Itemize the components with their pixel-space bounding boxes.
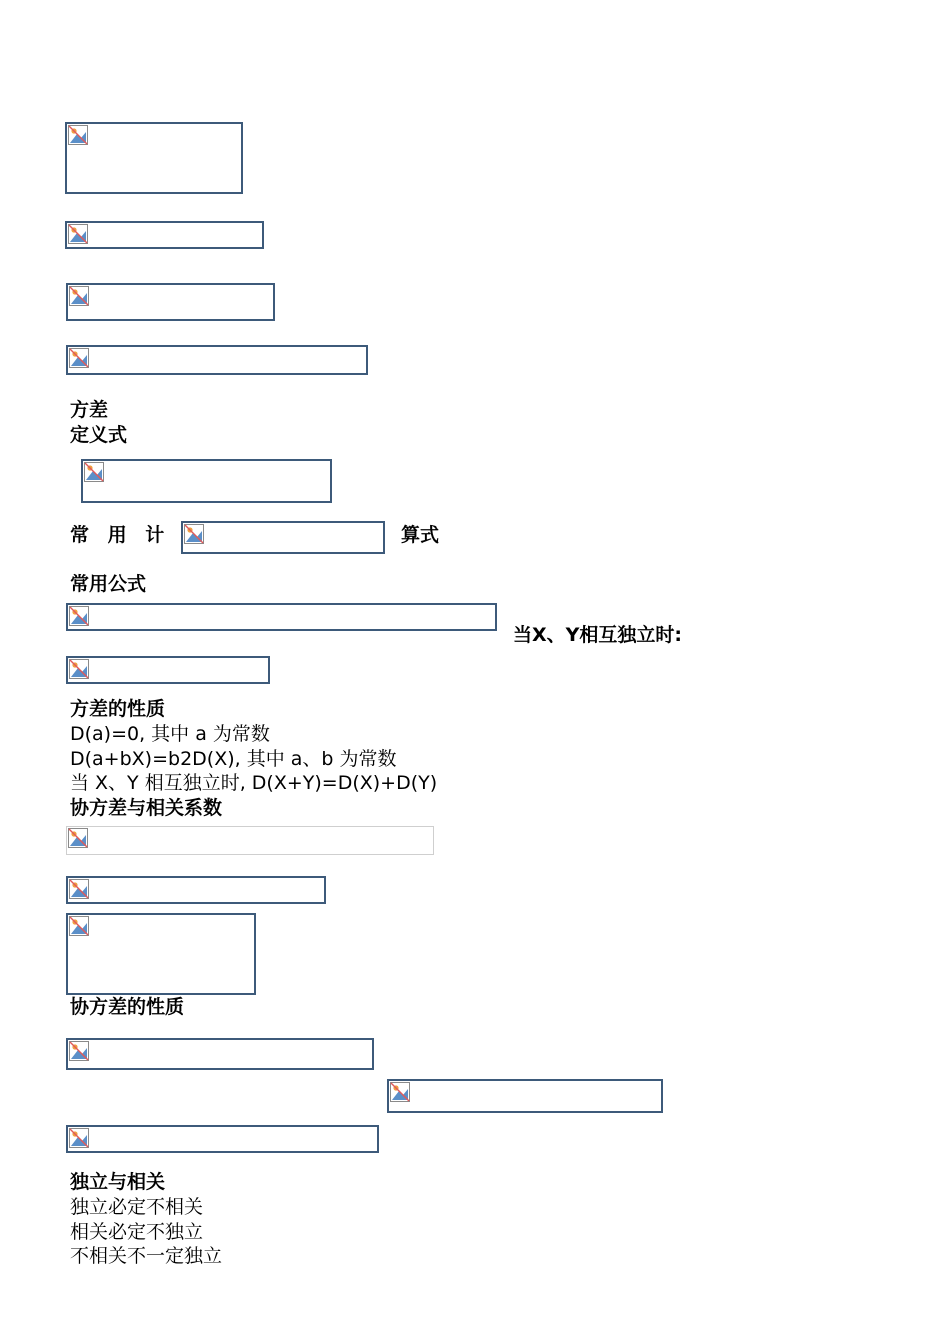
variance-properties-heading: 方差的性质	[70, 698, 166, 720]
formula-image-3	[66, 283, 275, 321]
broken-image-icon	[184, 524, 204, 544]
formula-image-2	[65, 221, 264, 249]
definition-label: 定义式	[70, 424, 128, 446]
broken-image-icon	[69, 1128, 89, 1148]
correlation-range-image	[66, 913, 256, 995]
variance-property-1: D(a)=0, 其中 a 为常数	[70, 723, 270, 745]
broken-image-icon	[69, 916, 89, 936]
variance-heading: 方差	[70, 399, 109, 421]
independence-line-2: 相关必定不独立	[70, 1221, 204, 1243]
covariance-property-image-3	[66, 1125, 379, 1153]
common-calc-label-suffix: 算式	[401, 524, 440, 546]
common-calc-formula-image	[181, 521, 385, 554]
common-formula-image	[66, 603, 497, 631]
broken-image-icon	[69, 606, 89, 626]
correlation-formula-image	[66, 876, 326, 904]
variance-definition-formula-image	[81, 459, 332, 503]
covariance-properties-heading: 协方差的性质	[70, 996, 185, 1018]
independence-line-1: 独立必定不相关	[70, 1196, 204, 1218]
broken-image-icon	[69, 286, 89, 306]
broken-image-icon	[69, 879, 89, 899]
covariance-property-image-2	[387, 1079, 663, 1113]
independence-heading: 独立与相关	[70, 1171, 166, 1193]
broken-image-icon	[84, 462, 104, 482]
formula-image-4	[66, 345, 368, 375]
covariance-formula-image	[66, 826, 434, 855]
independent-formula-image	[66, 656, 270, 684]
broken-image-icon	[69, 348, 89, 368]
broken-image-icon	[69, 659, 89, 679]
broken-image-icon	[68, 224, 88, 244]
common-formula-label: 常用公式	[70, 573, 147, 595]
broken-image-icon	[68, 125, 88, 145]
covariance-property-image-1	[66, 1038, 374, 1070]
common-calc-label: 常 用 计	[70, 524, 171, 546]
covariance-heading: 协方差与相关系数	[70, 797, 223, 819]
independence-line-3: 不相关不一定独立	[70, 1245, 223, 1267]
formula-image-1	[65, 122, 243, 194]
broken-image-icon	[69, 1041, 89, 1061]
independent-note: 当X、Y相互独立时:	[513, 624, 683, 646]
variance-property-3: 当 X、Y 相互独立时, D(X+Y)=D(X)+D(Y)	[70, 772, 438, 794]
broken-image-icon	[390, 1082, 410, 1102]
broken-image-icon	[68, 828, 88, 848]
variance-property-2: D(a+bX)=b2D(X), 其中 a、b 为常数	[70, 748, 397, 770]
